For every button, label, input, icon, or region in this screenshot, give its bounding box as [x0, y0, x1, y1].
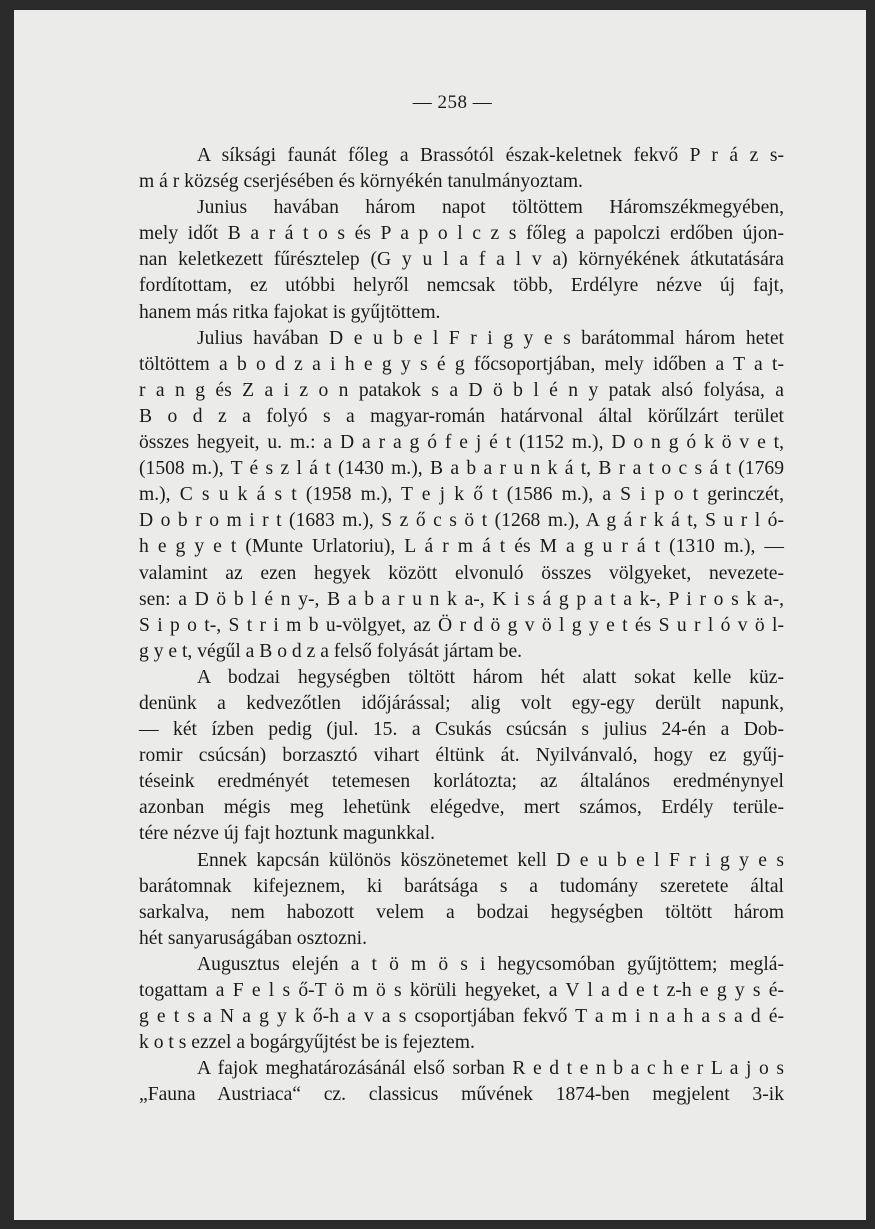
text-line: Ennek kapcsán különös köszönetemet kell D e u b e l F r i g y e s — [197, 849, 784, 871]
text-line: g y e t, végűl a B o d z a felső folyását jártam be. — [139, 640, 523, 662]
text-line: azonban mégis meg lehetünk elégedve, mert számos, Erdély terüle- — [139, 797, 784, 819]
text-line: A bodzai hegységben töltött három hét alatt sokat kelle küz- — [197, 666, 784, 688]
text-line: Junius havában három napot töltöttem Háromszékmegyében, — [197, 197, 784, 219]
text-line: h e g y e t (Munte Urlatoriu), L á r m á t és M a g u r á t (1310 m.), — — [139, 536, 784, 558]
text-line: nan keletkezett fűrésztelep (G y u l a f a l v a) környékének átkutatására — [139, 249, 784, 271]
page-number: — 258 — — [412, 92, 493, 113]
text-line: — két ízben pedig (jul. 15. a Csukás csúcsán s julius 24-én a Dob- — [139, 719, 784, 741]
text-line: „Fauna Austriaca“ cz. classicus művének 1874-ben megjelent 3-ik — [139, 1084, 784, 1106]
text-line: B o d z a folyó s a magyar-román határvonal által körűlzárt terület — [139, 405, 784, 427]
text-line: A fajok meghatározásánál első sorban R e d t e n b a c h e r L a j o s — [197, 1058, 784, 1080]
text-line: sarkalva, nem habozott velem a bodzai hegységben töltött három — [139, 901, 784, 923]
text-line: k o t s ezzel a bogárgyűjtést be is fejeztem. — [139, 1032, 475, 1054]
text-line: m.), C s u k á s t (1958 m.), T e j k ő t (1586 m.), a S i p o t gerinczét, — [139, 484, 784, 506]
text-line: Augusztus elején a t ö m ö s i hegycsomóban gyűjtöttem; meglá- — [197, 953, 784, 975]
body-text — [139, 143, 784, 1108]
text-line: hanem más ritka fajokat is gyűjtöttem. — [139, 301, 441, 323]
text-line: denünk a kedvezőtlen időjárással; alig volt egy-egy derült napunk, — [139, 692, 784, 714]
text-line: töltöttem a b o d z a i h e g y s é g főcsoportjában, mely időben a T a t- — [139, 353, 784, 375]
text-line: m á r község cserjésében és környékén tanulmányoztam. — [139, 171, 583, 193]
text-line: hét sanyaruságában osztozni. — [139, 927, 367, 949]
text-line: barátomnak kifejeznem, ki barátsága s a tudomány szeretete által — [139, 875, 784, 897]
text-line: (1508 m.), T é s z l á t (1430 m.), B a b a r u n k á t, B r a t o c s á t (1769 — [139, 458, 784, 480]
text-line: fordítottam, ez utóbbi helyről nemcsak több, Erdélyre nézve új fajt, — [139, 275, 784, 297]
text-line: téseink eredményét tetemesen korlátozta; az általános eredménynyel — [139, 771, 784, 793]
text-line: sen: a D ö b l é n y-, B a b a r u n k a-, K i s á g p a t a k-, P i r o s k a-, — [139, 588, 784, 610]
text-line: A síksági faunát főleg a Brassótól észak-keletnek fekvő P r á z s- — [197, 145, 784, 166]
text-line: tére nézve új fajt hoztunk magunkkal. — [139, 823, 435, 845]
text-line: S i p o t-, S t r i m b u-völgyet, az Ö r d ö g v ö l g y e t és S u r l ó v ö l- — [139, 614, 784, 636]
text-line: togattam a F e l s ő-T ö m ö s körüli hegyeket, a V l a d e t z-h e g y s é- — [139, 980, 784, 1001]
text-line: mely időt B a r á t o s és P a p o l c z s főleg a papolczi erdőben újon- — [139, 223, 784, 245]
text-line: g e t s a N a g y k ő-h a v a s csoportjában fekvő T a m i n a h a s a d é- — [139, 1006, 784, 1028]
text-line: D o b r o m i r t (1683 m.), S z ő c s ö t (1268 m.), A g á r k á t, S u r l ó- — [139, 510, 784, 532]
text-line: romir csúcsán) borzasztó vihart éltünk át. Nyilvánvaló, hogy ez gyűj- — [139, 745, 784, 767]
text-line: valamint az ezen hegyek között elvonuló összes völgyeket, nevezete- — [139, 562, 784, 584]
text-line: összes hegyeit, u. m.: a D a r a g ó f e j é t (1152 m.), D o n g ó k ö v e t, — [139, 432, 784, 454]
text-line: Julius havában D e u b e l F r i g y e s barátommal három hetet — [197, 327, 784, 349]
text-line: r a n g és Z a i z o n patakok s a D ö b l é n y patak alsó folyása, a — [139, 379, 784, 401]
